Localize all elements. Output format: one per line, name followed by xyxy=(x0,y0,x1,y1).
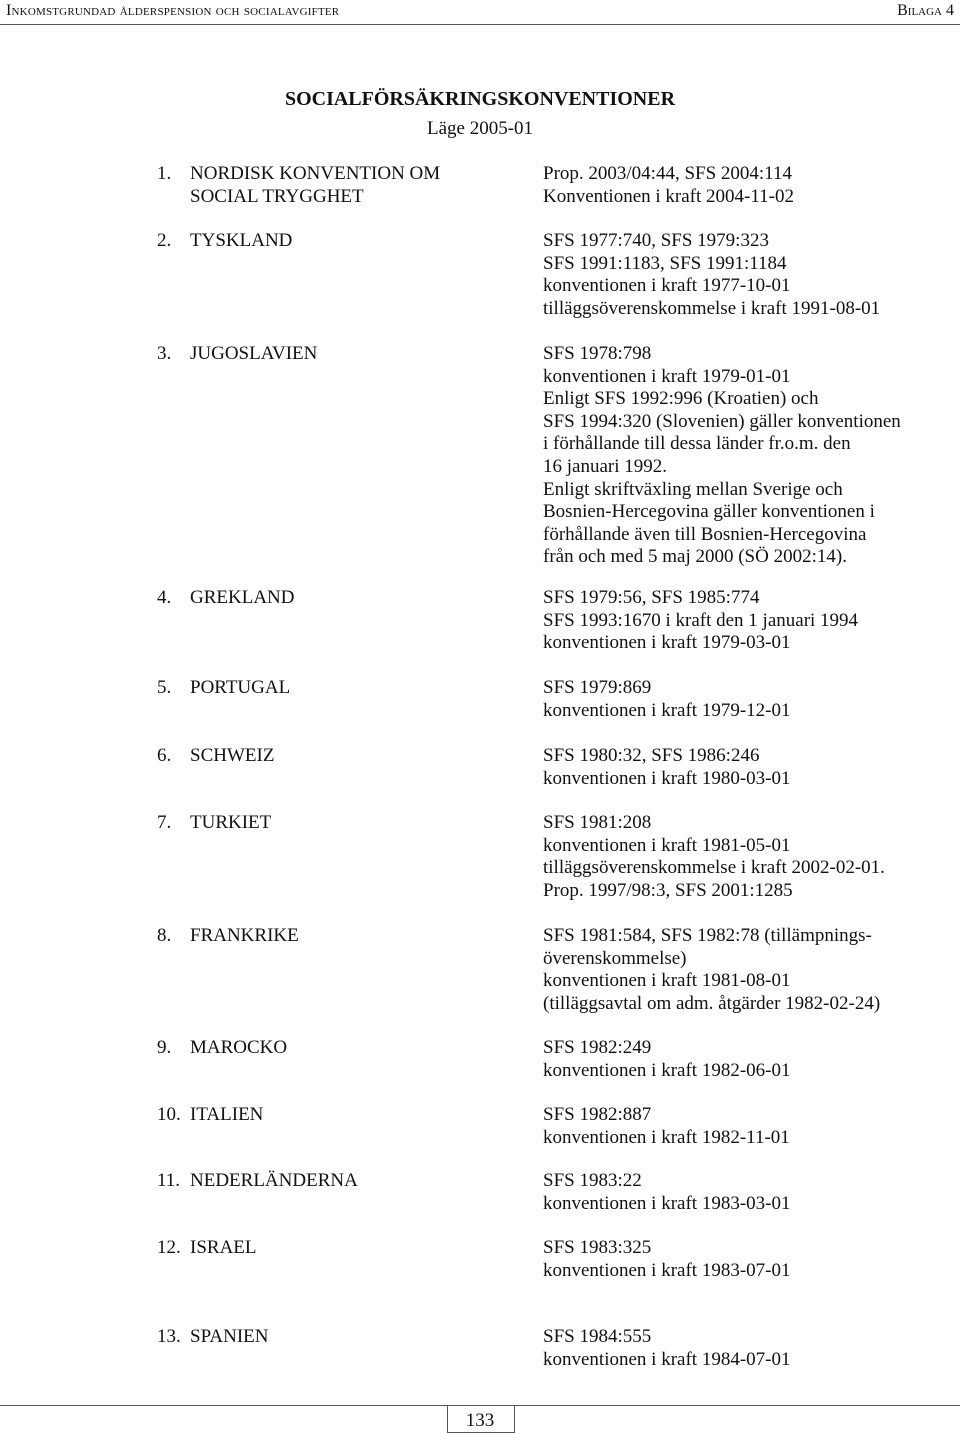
entry-details xyxy=(543,1037,953,1082)
detail-line: SFS 1984:555 xyxy=(543,1326,652,1347)
detail-line: tilläggsöverenskommelse i kraft 1991-08-01 xyxy=(543,297,881,319)
entry-number: 1. xyxy=(157,163,172,184)
detail-line: konventionen i kraft 1983-03-01 xyxy=(543,1192,791,1214)
entry-details xyxy=(543,677,953,722)
detail-line: konventionen i kraft 1984-07-01 xyxy=(543,1348,791,1370)
entry-number: 10. xyxy=(157,1104,181,1125)
detail-line: SFS 1981:584, SFS 1982:78 (tillämpnings- xyxy=(543,925,872,946)
entry-details xyxy=(543,230,953,320)
document-title: SOCIALFÖRSÄKRINGSKONVENTIONER xyxy=(284,88,676,110)
detail-line: Enligt skriftväxling mellan Sverige och xyxy=(543,478,843,500)
detail-line: SFS 1982:887 xyxy=(543,1104,652,1125)
detail-line: konventionen i kraft 1982-06-01 xyxy=(543,1059,791,1081)
entry-details xyxy=(543,925,953,1015)
detail-line: SFS 1979:56, SFS 1985:774 xyxy=(543,587,760,608)
entry-number: 9. xyxy=(157,1037,172,1058)
detail-line: SFS 1977:740, SFS 1979:323 xyxy=(543,230,769,251)
detail-line: 16 januari 1992. xyxy=(543,455,668,477)
document-subtitle: Läge 2005-01 xyxy=(426,118,534,139)
detail-line: konventionen i kraft 1981-05-01 xyxy=(543,834,791,856)
entry-country xyxy=(190,925,299,948)
page-number: 133 xyxy=(465,1410,495,1431)
entry-number: 3. xyxy=(157,343,172,364)
detail-line: SFS 1978:798 xyxy=(543,343,652,364)
entry-number: 13. xyxy=(157,1326,181,1347)
detail-line: Bosnien-Hercegovina gäller konventionen i xyxy=(543,501,875,523)
entry-country xyxy=(190,587,295,610)
detail-line: konventionen i kraft 1979-01-01 xyxy=(543,365,791,387)
entry-country xyxy=(190,230,292,253)
entry-number: 7. xyxy=(157,812,172,833)
detail-line: SFS 1979:869 xyxy=(543,677,652,698)
detail-line: SFS 1994:320 (Slovenien) gäller konventionen xyxy=(543,410,901,432)
detail-line: konventionen i kraft 1979-03-01 xyxy=(543,632,791,654)
detail-line: SFS 1993:1670 i kraft den 1 januari 1994 xyxy=(543,609,859,631)
country-line: JUGOSLAVIEN xyxy=(190,343,318,364)
detail-line: konventionen i kraft 1981-08-01 xyxy=(543,970,791,992)
detail-line: SFS 1980:32, SFS 1986:246 xyxy=(543,745,760,766)
entry-number: 6. xyxy=(157,745,172,766)
country-line: MAROCKO xyxy=(190,1037,288,1058)
country-line: SPANIEN xyxy=(190,1326,269,1347)
entry-details xyxy=(543,1104,953,1149)
detail-line: konventionen i kraft 1983-07-01 xyxy=(543,1259,791,1281)
entry-country xyxy=(190,163,440,208)
detail-line: tilläggsöverenskommelse i kraft 2002-02-01. xyxy=(543,857,885,879)
entry-country xyxy=(190,745,274,768)
country-line: ITALIEN xyxy=(190,1104,264,1125)
detail-line: Prop. 2003/04:44, SFS 2004:114 xyxy=(543,163,792,184)
entry-country xyxy=(190,343,317,366)
header-appendix-label: Bilaga 4 xyxy=(897,2,954,19)
detail-line: SFS 1981:208 xyxy=(543,812,652,833)
entry-details xyxy=(543,1237,953,1282)
detail-line: konventionen i kraft 1979-12-01 xyxy=(543,699,791,721)
entry-details xyxy=(543,587,953,655)
detail-line: överenskommelse) xyxy=(543,947,687,969)
entry-country xyxy=(190,1237,257,1260)
entry-number: 4. xyxy=(157,587,172,608)
entry-details xyxy=(543,1326,953,1371)
entry-number: 5. xyxy=(157,677,172,698)
country-line: SOCIAL TRYGGHET xyxy=(190,185,364,207)
detail-line: Konventionen i kraft 2004-11-02 xyxy=(543,185,794,207)
page-header xyxy=(0,0,960,25)
entry-number: 2. xyxy=(157,230,172,251)
detail-line: Enligt SFS 1992:996 (Kroatien) och xyxy=(543,388,819,410)
detail-line: konventionen i kraft 1980-03-01 xyxy=(543,767,791,789)
entry-details xyxy=(543,163,953,208)
entry-details xyxy=(543,343,953,569)
entry-country xyxy=(190,1037,287,1060)
header-title: Inkomstgrundad ålderspension och socialavgifter xyxy=(6,2,340,19)
entry-number: 11. xyxy=(157,1170,181,1191)
country-line: NEDERLÄNDERNA xyxy=(190,1170,358,1191)
detail-line: Prop. 1997/98:3, SFS 2001:1285 xyxy=(543,879,793,901)
detail-line: från och med 5 maj 2000 (SÖ 2002:14). xyxy=(543,546,847,568)
entry-country xyxy=(190,677,290,700)
detail-line: i förhållande till dessa länder fr.o.m. den xyxy=(543,433,851,455)
country-line: TURKIET xyxy=(190,812,272,833)
entry-country xyxy=(190,812,271,835)
detail-line: SFS 1991:1183, SFS 1991:1184 xyxy=(543,252,787,274)
detail-line: konventionen i kraft 1977-10-01 xyxy=(543,275,791,297)
detail-line: (tilläggsavtal om adm. åtgärder 1982-02-24) xyxy=(543,992,881,1014)
detail-line: SFS 1983:22 xyxy=(543,1170,642,1191)
entry-country xyxy=(190,1326,269,1349)
entry-country xyxy=(190,1170,358,1193)
country-line: FRANKRIKE xyxy=(190,925,299,946)
detail-line: förhållande även till Bosnien-Hercegovina xyxy=(543,523,867,545)
entry-details xyxy=(543,812,953,902)
country-line: GREKLAND xyxy=(190,587,295,608)
country-line: PORTUGAL xyxy=(190,677,291,698)
entry-number: 8. xyxy=(157,925,172,946)
country-line: ISRAEL xyxy=(190,1237,257,1258)
entry-details xyxy=(543,745,953,790)
entry-country xyxy=(190,1104,263,1127)
country-line: TYSKLAND xyxy=(190,230,293,251)
detail-line: SFS 1982:249 xyxy=(543,1037,652,1058)
detail-line: konventionen i kraft 1982-11-01 xyxy=(543,1126,790,1148)
entry-details xyxy=(543,1170,953,1215)
country-line: NORDISK KONVENTION OM xyxy=(190,163,441,184)
country-line: SCHWEIZ xyxy=(190,745,275,766)
detail-line: SFS 1983:325 xyxy=(543,1237,652,1258)
entry-number: 12. xyxy=(157,1237,181,1258)
